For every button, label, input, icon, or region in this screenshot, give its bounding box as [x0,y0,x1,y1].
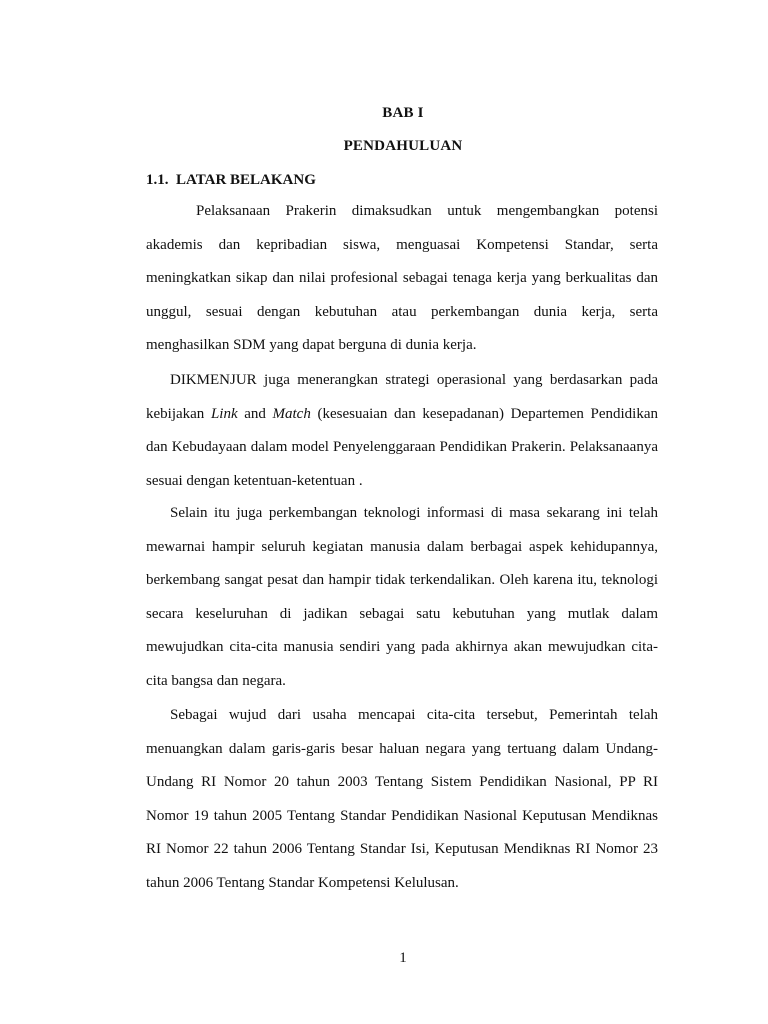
paragraph-2-text-a: DIKMENJUR juga menerangkan strategi operasional yang berdasarkan pada kebijakan [146,372,658,422]
paragraph-2 [146,364,658,498]
match-word: Match [272,405,311,422]
paragraph-2-and: and [237,405,273,422]
section-title: LATAR BELAKANG [176,172,316,188]
link-word: Link [210,405,238,422]
section-number: 1.1. [146,172,169,188]
section-heading [146,171,316,189]
paragraph-3: Selain itu juga perkembangan teknologi informasi di masa sekarang ini telah mewarnai hampir seluruh kegiatan manusia dalam berbagai aspek kehidupannya, berkembang sangat pesat dan hampir tidak terkendalikan. Oleh karena itu, teknologi secara keseluruhan di jadikan sebagai satu kebutuhan yang mutlak dalam mewujudkan cita-cita manusia sendiri yang pada akhirnya akan mewujudkan cita-cita bangsa dan negara. [146,505,658,689]
page-number: 1 [399,950,407,966]
chapter-title: PENDAHULUAN [343,138,463,154]
paragraph-1: Pelaksanaan Prakerin dimaksudkan untuk mengembangkan potensi akademis dan kepribadian siswa, menguasai Kompetensi Standar, serta meningkatkan sikap dan nilai profesional sebagai tenaga kerja yang berkualitas dan unggul, sesuai dengan kebutuhan atau perkembangan dunia kerja, serta menghasilkan SDM yang dapat berguna di dunia kerja. [146,203,658,354]
paragraph-4: Sebagai wujud dari usaha mencapai cita-cita tersebut, Pemerintah telah menuangkan dalam garis-garis besar haluan negara yang tertuang dalam Undang-Undang RI Nomor 20 tahun 2003 Tentang Sistem Pendidikan Nasional, PP RI Nomor 19 tahun 2005 Tentang Standar Pendidikan Nasional Keputusan Mendiknas RI Nomor 22 tahun 2006 Tentang Standar Isi, Keputusan Mendiknas RI Nomor 23 tahun 2006 Tentang Standar Kompetensi Kelulusan. [146,707,658,891]
chapter-heading: BAB I [382,105,424,121]
paragraph-2-text-b: (kesesuaian dan kesepadanan) Departemen Pendidikan dan Kebudayaan dalam model Penyelenggaraan Pendidikan Prakerin. Pelaksanaanya sesuai dengan ketentuan-ketentuan . [146,405,658,489]
